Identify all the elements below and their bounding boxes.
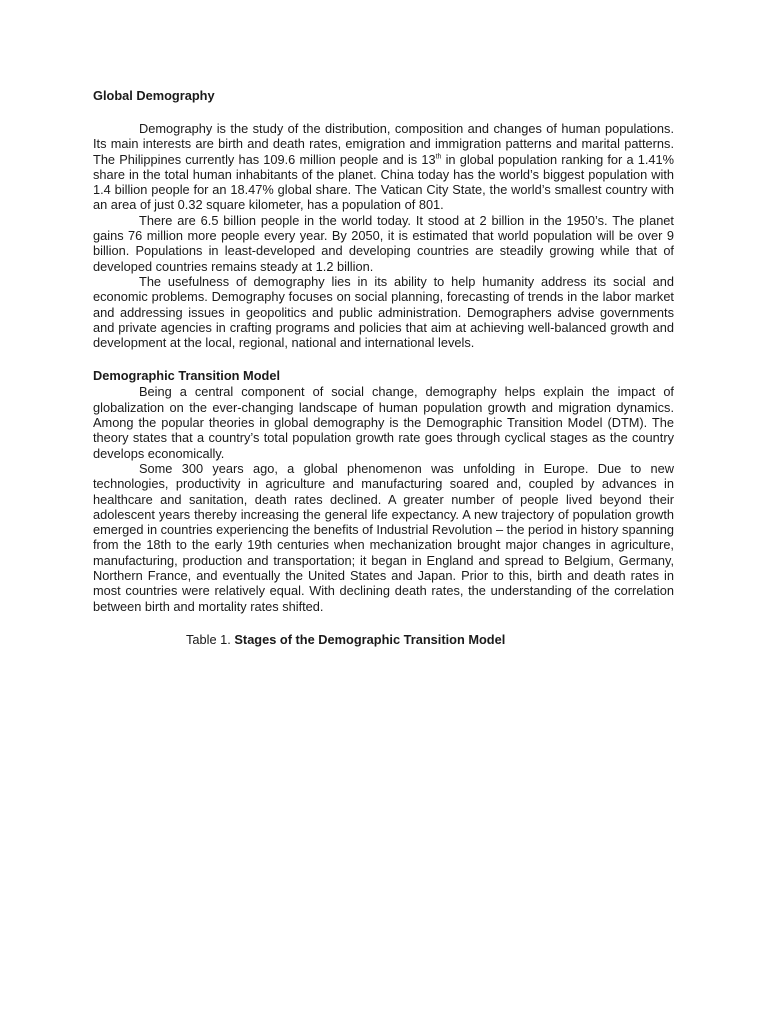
section-title-global-demography: Global Demography xyxy=(93,88,215,103)
document-body xyxy=(93,88,674,647)
paragraph-usefulness-of-demography: The usefulness of demography lies in its ability to help humanity address its social and economic problems. Demography focuses on social planning, forecasting of trends in the labor market and addressing issues in geopolitics and public administration. Demographers advise governments and private agencies in crafting programs and policies that aim at achieving well-balanced growth and development at the local, regional, national and international levels. xyxy=(93,273,674,351)
table-caption xyxy=(93,632,674,647)
paragraph-text: Demography is the study of the distribution, composition and changes of human populations. Its main interests are birth and death rates, emigration and immigration patterns and marital patterns. The Philippines currently has 109.6 million people and is 13 xyxy=(93,121,674,167)
ordinal-suffix: th xyxy=(435,153,442,161)
section-title-demographic-transition-model: Demographic Transition Model xyxy=(93,368,280,384)
paragraph-text: in global population ranking for a 1.41% share in the total human inhabitants of the planet. China today has the world’s biggest population with 1.4 billion people for an 18.47% global share. The Vatican City State, the world’s smallest country with an area of just 0.32 square kilometer, has a population of 801. xyxy=(93,151,675,213)
paragraph-demography-definition xyxy=(93,121,674,213)
table-caption-label: Table 1. xyxy=(186,631,235,647)
paragraph-world-population: There are 6.5 billion people in the world today. It stood at 2 billion in the 1950’s. The planet gains 76 million more people every year. By 2050, it is estimated that world population will be over 9 billion. Populations in least-developed and developing countries are steadily growing while that of developed countries remains steady at 1.2 billion. xyxy=(93,212,674,274)
table-caption-title: Stages of the Demographic Transition Model xyxy=(234,631,506,647)
paragraph-dtm-introduction: Being a central component of social change, demography helps explain the impact of globalization on the ever-changing landscape of human population growth and migration dynamics. Among the popular theories in global demography is the Demographic Transition Model (DTM). The theory states that a country’s total population growth rate goes through cyclical stages as the country develops economically. xyxy=(93,384,674,461)
paragraph-industrial-revolution: Some 300 years ago, a global phenomenon was unfolding in Europe. Due to new technologies, productivity in agriculture and manufacturing soared and, coupled by advances in healthcare and sanitation, death rates declined. A greater number of people lived beyond their adolescent years thereby increasing the general life expectancy. A new trajectory of population growth emerged in countries experiencing the benefits of Industrial Revolution – the period in history spanning from the 18th to the early 19th centuries when mechanization brought major changes in agriculture, manufacturing, production and transportation; it began in England and spread to Belgium, Germany, Northern France, and eventually the United States and Japan. Prior to this, birth and death rates in most countries were relatively equal. With declining death rates, the understanding of the correlation between birth and mortality rates shifted. xyxy=(93,460,674,614)
